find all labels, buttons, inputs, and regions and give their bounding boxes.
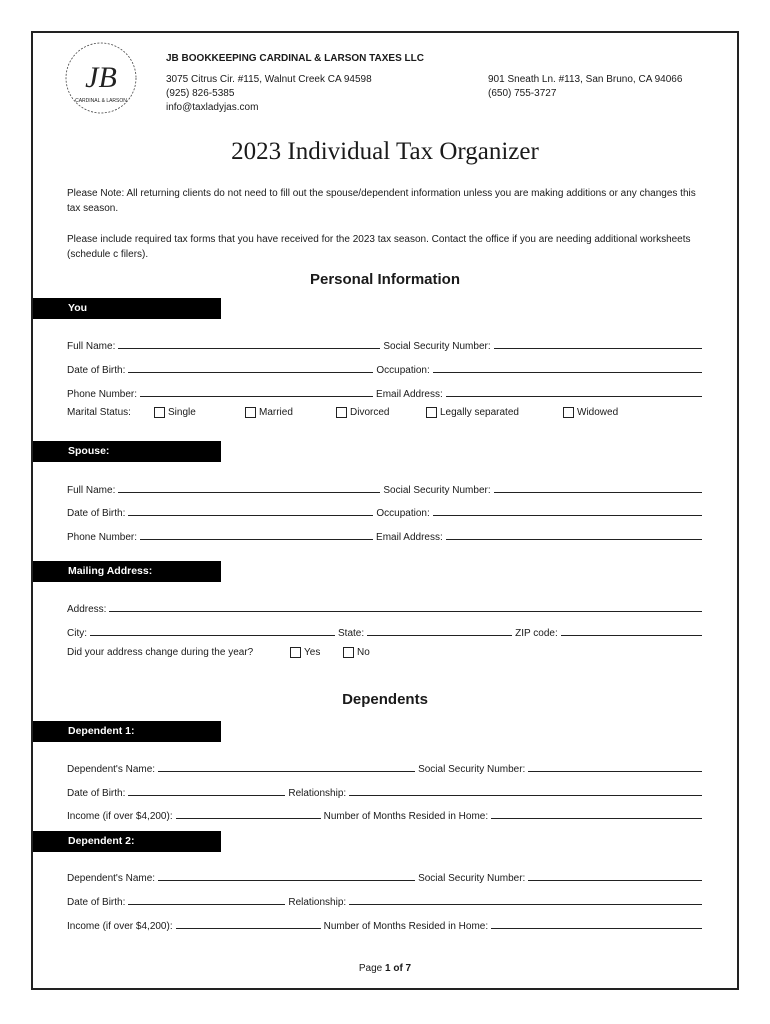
dependent1-section-bar: Dependent 1: <box>33 721 221 742</box>
dependent-name-label: Dependent's Name: <box>67 873 156 884</box>
page-footer <box>0 963 770 974</box>
dep2-income-field[interactable] <box>176 927 321 929</box>
note-required-forms: Please include required tax forms that you have received for the 2023 tax season. Contact the office if you are needing additional worksheets (schedule c filers). <box>67 234 691 260</box>
occupation-label: Occupation: <box>376 365 430 376</box>
office2-phone: (650) 755-3727 <box>488 88 557 99</box>
divorced-label: Divorced <box>350 407 390 418</box>
you-row-name <box>67 336 702 352</box>
spouse-dob-field[interactable] <box>128 514 373 516</box>
spouse-email-field[interactable] <box>446 538 702 540</box>
you-phone-field[interactable] <box>140 395 373 397</box>
office2-block <box>488 73 682 101</box>
dep1-name-field[interactable] <box>158 770 415 772</box>
ssn-label: Social Security Number: <box>383 485 491 496</box>
spouse-row-phone <box>67 527 702 543</box>
dep1-relationship-field[interactable] <box>349 794 702 796</box>
page-title: 2023 Individual Tax Organizer <box>231 138 539 165</box>
widowed-label: Widowed <box>577 407 619 418</box>
income-label: Income (if over $4,200): <box>67 921 173 932</box>
personal-info-heading: Personal Information <box>309 271 461 288</box>
mailing-row-address <box>67 599 702 615</box>
dep1-ssn-field[interactable] <box>528 770 702 772</box>
spouse-phone-field[interactable] <box>140 538 373 540</box>
company-logo <box>63 40 139 116</box>
you-row-phone <box>67 384 702 400</box>
page-prefix: Page <box>358 963 383 974</box>
office-email: info@taxladyjas.com <box>166 102 259 113</box>
dependent-dob-label: Date of Birth: <box>67 788 126 799</box>
widowed-checkbox[interactable] <box>563 407 574 418</box>
income-label: Income (if over $4,200): <box>67 811 173 822</box>
dependents-heading: Dependents <box>342 691 428 708</box>
address-change-question: Did your address change during the year? <box>67 647 254 658</box>
zip-label: ZIP code: <box>515 628 558 639</box>
ssn-label: Social Security Number: <box>383 341 491 352</box>
dependent-ssn-label: Social Security Number: <box>418 764 526 775</box>
single-checkbox[interactable] <box>154 407 165 418</box>
marital-single-option[interactable] <box>154 407 196 418</box>
dob-label: Date of Birth: <box>67 508 126 519</box>
dep2-row-dob <box>67 892 702 908</box>
company-name: JB BOOKKEEPING CARDINAL & LARSON TAXES LLC <box>166 53 424 64</box>
separated-label: Legally separated <box>440 407 519 418</box>
married-label: Married <box>259 407 293 418</box>
spouse-row-dob <box>67 503 702 519</box>
dep2-dob-field[interactable] <box>128 903 285 905</box>
dep2-row-income <box>67 916 702 932</box>
relationship-label: Relationship: <box>288 897 347 908</box>
office1-block <box>166 73 372 115</box>
you-dob-field[interactable] <box>128 371 373 373</box>
divorced-checkbox[interactable] <box>336 407 347 418</box>
spouse-occupation-field[interactable] <box>433 514 702 516</box>
phone-label: Phone Number: <box>67 532 138 543</box>
note-returning-clients: Please Note: All returning clients do not need to fill out the spouse/dependent information unless you are making additions or any changes this tax season. <box>67 188 696 214</box>
city-field[interactable] <box>90 634 335 636</box>
logo-caption: CARDINAL & LARSON <box>75 98 127 104</box>
spouse-full-name-field[interactable] <box>118 491 380 493</box>
dependent2-section-bar: Dependent 2: <box>33 831 221 852</box>
dob-label: Date of Birth: <box>67 365 126 376</box>
yes-checkbox[interactable] <box>290 647 301 658</box>
no-label: No <box>357 647 370 658</box>
logo-monogram: JB <box>85 61 117 94</box>
dependent-name-label: Dependent's Name: <box>67 764 156 775</box>
email-label: Email Address: <box>376 532 443 543</box>
phone-label: Phone Number: <box>67 389 138 400</box>
dep2-relationship-field[interactable] <box>349 903 702 905</box>
marital-divorced-option[interactable] <box>336 407 389 418</box>
marital-separated-option[interactable] <box>426 407 519 418</box>
city-label: City: <box>67 628 87 639</box>
dep1-row-income <box>67 806 702 822</box>
spouse-row-name <box>67 480 702 496</box>
no-checkbox[interactable] <box>343 647 354 658</box>
state-label: State: <box>338 628 365 639</box>
dep1-dob-field[interactable] <box>128 794 285 796</box>
single-label: Single <box>168 407 196 418</box>
marital-married-option[interactable] <box>245 407 293 418</box>
office2-address: 901 Sneath Ln. #113, San Bruno, CA 94066 <box>488 74 683 85</box>
state-field[interactable] <box>367 634 512 636</box>
office1-phone: (925) 826-5385 <box>166 88 235 99</box>
you-full-name-field[interactable] <box>118 347 380 349</box>
dep1-months-field[interactable] <box>491 817 702 819</box>
mailing-row-city <box>67 623 702 639</box>
you-row-dob <box>67 360 702 376</box>
dep1-income-field[interactable] <box>176 817 321 819</box>
you-ssn-field[interactable] <box>494 347 702 349</box>
zip-field[interactable] <box>561 634 702 636</box>
months-label: Number of Months Resided in Home: <box>323 811 489 822</box>
relationship-label: Relationship: <box>288 788 347 799</box>
email-label: Email Address: <box>376 389 443 400</box>
months-label: Number of Months Resided in Home: <box>323 921 489 932</box>
spouse-ssn-field[interactable] <box>494 491 702 493</box>
separated-checkbox[interactable] <box>426 407 437 418</box>
you-email-field[interactable] <box>446 395 702 397</box>
you-section-bar: You <box>33 298 221 319</box>
dep2-months-field[interactable] <box>491 927 702 929</box>
spouse-section-bar: Spouse: <box>33 441 221 462</box>
occupation-label: Occupation: <box>376 508 430 519</box>
address-change-no-option[interactable] <box>343 647 370 658</box>
address-change-yes-option[interactable] <box>290 647 320 658</box>
married-checkbox[interactable] <box>245 407 256 418</box>
dependent-ssn-label: Social Security Number: <box>418 873 526 884</box>
you-occupation-field[interactable] <box>433 371 702 373</box>
dep1-row-name <box>67 759 702 775</box>
address-field[interactable] <box>109 610 702 612</box>
marital-status-label: Marital Status: <box>67 407 131 418</box>
office1-address: 3075 Citrus Cir. #115, Walnut Creek CA 94598 <box>166 74 372 85</box>
dependent-dob-label: Date of Birth: <box>67 897 126 908</box>
page-number: 1 of 7 <box>385 963 412 974</box>
full-name-label: Full Name: <box>67 485 116 496</box>
dep2-name-field[interactable] <box>158 879 415 881</box>
full-name-label: Full Name: <box>67 341 116 352</box>
dep2-ssn-field[interactable] <box>528 879 702 881</box>
marital-widowed-option[interactable] <box>563 407 618 418</box>
dep1-row-dob <box>67 783 702 799</box>
address-label: Address: <box>67 604 107 615</box>
dep2-row-name <box>67 868 702 884</box>
mailing-section-bar: Mailing Address: <box>33 561 221 582</box>
yes-label: Yes <box>304 647 321 658</box>
